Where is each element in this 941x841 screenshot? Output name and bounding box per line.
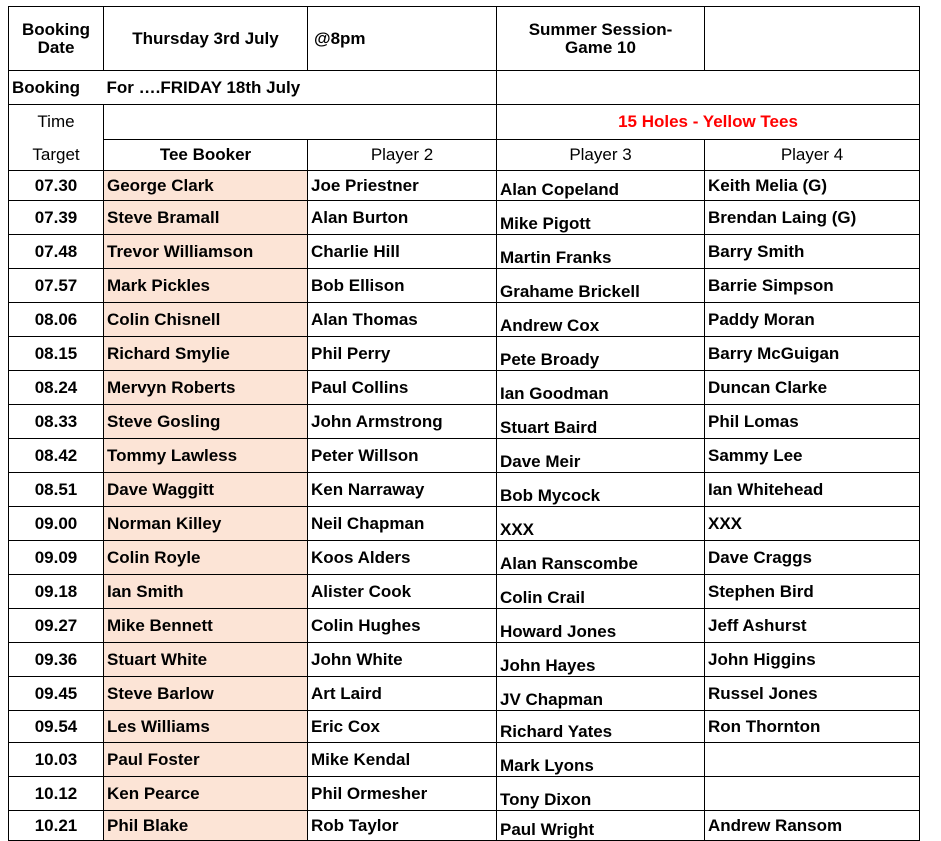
tee-booker-cell: Les Williams [104, 711, 308, 743]
player-2-cell: Phil Perry [308, 337, 497, 371]
player-2-cell: Paul Collins [308, 371, 497, 405]
player-2-cell: Alister Cook [308, 575, 497, 609]
tee-time-table [8, 6, 920, 841]
player-4-cell: XXX [705, 507, 920, 541]
tee-time-cell: 08.42 [9, 439, 104, 473]
tee-time-row [9, 777, 920, 811]
tee-booker-cell: Mark Pickles [104, 269, 308, 303]
player-4-cell: Barry McGuigan [705, 337, 920, 371]
tee-time-cell: 08.51 [9, 473, 104, 507]
player-4-cell: Ian Whitehead [705, 473, 920, 507]
tee-time-row [9, 473, 920, 507]
player-4-cell: Jeff Ashurst [705, 609, 920, 643]
tee-booker-cell: Ken Pearce [104, 777, 308, 811]
target-label: Target [9, 140, 104, 171]
tee-time-cell: 09.54 [9, 711, 104, 743]
player-4-cell: Andrew Ransom [705, 811, 920, 841]
player-3-cell: Dave Meir [497, 439, 705, 473]
player-3-cell: Bob Mycock [497, 473, 705, 507]
tee-time-cell: 09.00 [9, 507, 104, 541]
tee-time-row [9, 439, 920, 473]
player-4-cell [705, 743, 920, 777]
player-2-cell: John White [308, 643, 497, 677]
booking-time: @8pm [308, 7, 497, 71]
player-2-cell: Ken Narraway [308, 473, 497, 507]
tee-time-row [9, 171, 920, 201]
tee-booker-cell: Colin Royle [104, 541, 308, 575]
player-4-cell: Phil Lomas [705, 405, 920, 439]
tee-time-cell: 07.57 [9, 269, 104, 303]
tee-booker-cell: Tommy Lawless [104, 439, 308, 473]
player-2-cell: Alan Thomas [308, 303, 497, 337]
player-3-cell: Tony Dixon [497, 777, 705, 811]
player-3-cell: Paul Wright [497, 811, 705, 841]
tee-time-row [9, 235, 920, 269]
tee-time-row [9, 643, 920, 677]
player-3-cell: Ian Goodman [497, 371, 705, 405]
player-3-cell: Martin Franks [497, 235, 705, 269]
player-3-cell: Howard Jones [497, 609, 705, 643]
player-3-cell: Andrew Cox [497, 303, 705, 337]
tee-booker-cell: Steve Barlow [104, 677, 308, 711]
col-player-4: Player 4 [705, 140, 920, 171]
tee-time-cell: 10.12 [9, 777, 104, 811]
tee-time-row [9, 541, 920, 575]
tee-time-row [9, 371, 920, 405]
header-row-time [9, 105, 920, 140]
booking-date-value: Thursday 3rd July [104, 7, 308, 71]
player-4-cell: Keith Melia (G) [705, 171, 920, 201]
player-4-cell: Brendan Laing (G) [705, 201, 920, 235]
tee-time-row [9, 201, 920, 235]
tee-booker-cell: Dave Waggitt [104, 473, 308, 507]
tee-time-row [9, 677, 920, 711]
player-3-cell: Mike Pigott [497, 201, 705, 235]
tee-time-row [9, 507, 920, 541]
player-4-cell: Paddy Moran [705, 303, 920, 337]
tee-booker-cell: Paul Foster [104, 743, 308, 777]
player-2-cell: Mike Kendal [308, 743, 497, 777]
player-2-cell: Alan Burton [308, 201, 497, 235]
tee-time-cell: 08.33 [9, 405, 104, 439]
booking-date-label: Booking Date [9, 7, 104, 71]
player-2-cell: Art Laird [308, 677, 497, 711]
player-2-cell: Koos Alders [308, 541, 497, 575]
time-row-blank [104, 105, 497, 140]
player-4-cell: Dave Craggs [705, 541, 920, 575]
player-3-cell: XXX [497, 507, 705, 541]
header-row-booking-date [9, 7, 920, 71]
player-4-cell: Barrie Simpson [705, 269, 920, 303]
player-4-cell: Ron Thornton [705, 711, 920, 743]
player-4-cell: John Higgins [705, 643, 920, 677]
player-4-cell: Duncan Clarke [705, 371, 920, 405]
tee-time-row [9, 405, 920, 439]
course-notice: 15 Holes - Yellow Tees [497, 105, 920, 140]
tee-booker-cell: George Clark [104, 171, 308, 201]
tee-time-cell: 10.03 [9, 743, 104, 777]
player-3-cell: Alan Copeland [497, 171, 705, 201]
header-blank-cell [705, 7, 920, 71]
tee-time-cell: 08.06 [9, 303, 104, 337]
player-4-cell: Russel Jones [705, 677, 920, 711]
tee-time-cell: 07.30 [9, 171, 104, 201]
tee-time-cell: 10.21 [9, 811, 104, 841]
player-4-cell: Stephen Bird [705, 575, 920, 609]
tee-time-row [9, 575, 920, 609]
player-2-cell: John Armstrong [308, 405, 497, 439]
player-3-cell: JV Chapman [497, 677, 705, 711]
tee-booker-cell: Norman Killey [104, 507, 308, 541]
col-player-2: Player 2 [308, 140, 497, 171]
tee-booker-cell: Phil Blake [104, 811, 308, 841]
player-2-cell: Charlie Hill [308, 235, 497, 269]
tee-time-cell: 07.39 [9, 201, 104, 235]
tee-time-row [9, 743, 920, 777]
tee-time-cell: 09.45 [9, 677, 104, 711]
player-4-cell: Barry Smith [705, 235, 920, 269]
player-3-cell: Grahame Brickell [497, 269, 705, 303]
player-2-cell: Neil Chapman [308, 507, 497, 541]
player-2-cell: Bob Ellison [308, 269, 497, 303]
player-2-cell: Eric Cox [308, 711, 497, 743]
tee-time-row [9, 337, 920, 371]
player-2-cell: Colin Hughes [308, 609, 497, 643]
booking-label: Booking [9, 71, 104, 105]
tee-booker-cell: Steve Bramall [104, 201, 308, 235]
player-3-cell: Colin Crail [497, 575, 705, 609]
column-header-row [9, 140, 920, 171]
tee-time-cell: 07.48 [9, 235, 104, 269]
player-3-cell: Alan Ranscombe [497, 541, 705, 575]
player-2-cell: Peter Willson [308, 439, 497, 473]
player-2-cell: Rob Taylor [308, 811, 497, 841]
tee-time-row [9, 269, 920, 303]
player-2-cell: Phil Ormesher [308, 777, 497, 811]
tee-booker-cell: Ian Smith [104, 575, 308, 609]
tee-time-row [9, 811, 920, 841]
col-player-3: Player 3 [497, 140, 705, 171]
tee-booker-cell: Mervyn Roberts [104, 371, 308, 405]
header-row-booking-for [9, 71, 920, 105]
tee-booker-cell: Mike Bennett [104, 609, 308, 643]
tee-time-cell: 09.36 [9, 643, 104, 677]
tee-booker-cell: Stuart White [104, 643, 308, 677]
tee-time-cell: 09.18 [9, 575, 104, 609]
col-tee-booker: Tee Booker [104, 140, 308, 171]
tee-time-cell: 08.15 [9, 337, 104, 371]
tee-time-cell: 09.27 [9, 609, 104, 643]
player-3-cell: Richard Yates [497, 711, 705, 743]
tee-time-cell: 08.24 [9, 371, 104, 405]
player-3-cell: John Hayes [497, 643, 705, 677]
booking-for: For ….FRIDAY 18th July [104, 71, 497, 105]
session-title: Summer Session-Game 10 [497, 7, 705, 71]
tee-time-row [9, 609, 920, 643]
booking-for-blank [497, 71, 920, 105]
tee-time-cell: 09.09 [9, 541, 104, 575]
player-3-cell: Mark Lyons [497, 743, 705, 777]
tee-booker-cell: Richard Smylie [104, 337, 308, 371]
tee-booker-cell: Steve Gosling [104, 405, 308, 439]
tee-booker-cell: Trevor Williamson [104, 235, 308, 269]
player-3-cell: Stuart Baird [497, 405, 705, 439]
player-2-cell: Joe Priestner [308, 171, 497, 201]
player-3-cell: Pete Broady [497, 337, 705, 371]
time-label: Time [9, 105, 104, 140]
player-4-cell: Sammy Lee [705, 439, 920, 473]
tee-time-row [9, 711, 920, 743]
player-4-cell [705, 777, 920, 811]
tee-time-row [9, 303, 920, 337]
tee-booker-cell: Colin Chisnell [104, 303, 308, 337]
